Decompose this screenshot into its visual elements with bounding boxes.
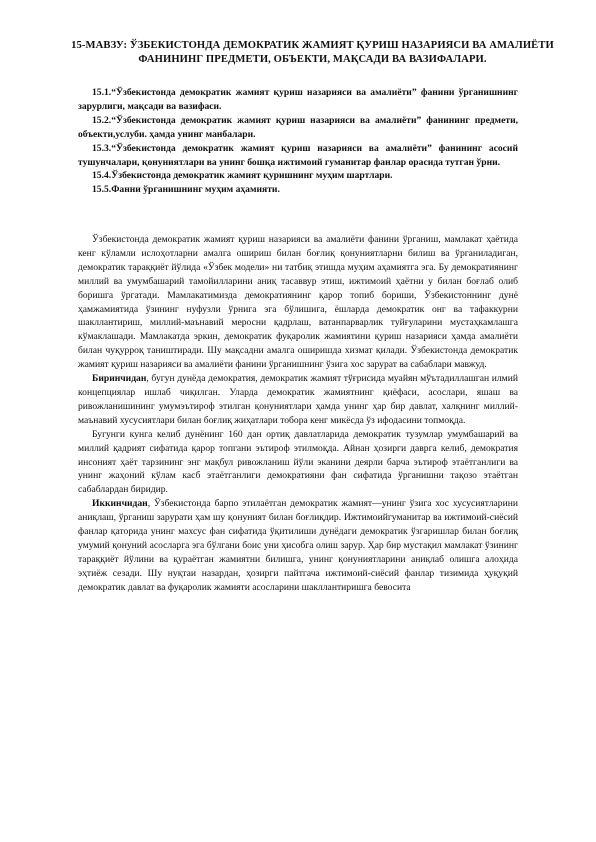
paragraph-lead: Иккинчидан (92, 498, 148, 510)
outline-item: 15.5.Фанни ўрганишнинг муҳим аҳамияти. (92, 184, 280, 196)
paragraph (78, 233, 518, 372)
body-text (78, 233, 518, 595)
paragraph-text: , бугун дунёда демократия, демократик жамият тўғрисида муайян мўътадиллашган илмий концепциялар ишлаб чиқилган. Уларда демократик жамиятнинг қиёфаси, асослари, яшаш ва ривожланишининг умумэътироф этилган қонуниятлари ҳамда унинг ҳар бир давлат, халқнинг миллий-маънавий хусусиятлари билан боғлиқ жиҳатлари тобора кенг микёсда ўз ифодасини топмоқда. (78, 373, 518, 426)
document-title: 15-МАВЗУ: ЎЗБЕКИСТОНДА ДЕМОКРАТИК ЖАМИЯТ ҚУРИШ НАЗАРИЯСИ ВА АМАЛИЁТИ ФАНИНИНГ ПРЕДМЕТИ, ОБЪЕКТИ, МАҚСАДИ ВА ВАЗИФАЛАРИ. (71, 40, 554, 65)
paragraph (78, 497, 518, 594)
paragraph (78, 372, 518, 428)
outline-item: 15.2.“Ўзбекистонда демократик жамият қуриш назарияси ва амалиёти” фанининг предмети, объекти,услуби. ҳамда унинг манбалари. (78, 114, 518, 140)
paragraph-text: , Ўзбекистонда барпо этилаётган демократик жамият—унинг ўзига хос хусусиятларини аниқлаш, ўрганиш зарурати ҳам шу қонуният билан боғлиқдир. Ижтимоийгуманитар ва ижтимоий-сиёсий фанлар қаторида унинг махсус фан сифатида ўқитилиши дунёдаги демократик ўзгаришлар билан боғлиқ умумий қонуний асосларга эга бўлгани боис уни ҳисобга олиш зарур. Ҳар бир мустақил мамлакат ўзининг тараққиёт йўлини ва қураётган жамиятни билишга, унинг қонуниятларини аниқлаб олишга алоҳида эҳтиёж сезади. Шу нуқтаи назардан, ҳозирги пайтгача ижтимоий-сиёсий фанлар тизимида ҳуқуқий демократик давлат ва фуқаролик жамияти асосларини шакллантиришга бевосита (78, 498, 518, 593)
paragraph-text: Бугунги кунга келиб дунёнинг 160 дан ортиқ давлатларида демократик тузумлар умумбашарий ва миллий қадрият сифатида қарор топгани эътироф этилмоқда. Айнан ҳозирги даврга келиб, демократия инсоният ҳаёт тарзининг энг мақбул ривожланиш йўли эканини деярли барча эътироф этаётганлиги ва унинг жаҳоний кўлам касб этаётганлиги демократияни фан сифатида ўрганишни тақозо этаётган сабаблардан биридир. (78, 428, 518, 496)
paragraph-text: Ўзбекистонда демократик жамият қуриш назарияси ва амалиёти фанини ўрганиш, мамлакат ҳаётида кенг кўламли ислоҳотларни амалга ошириш билан боғлиқ қонуниятларни билиш ва ўрганиладиган, демократик тараққиёт йўлида «Ўзбек модели» ни татбиқ этишда муҳим аҳамиятга эга. Бу демократиянинг миллий ва умумбашарий тамойилларини аниқ тасаввур этиш, ижтимоий ҳаётни у билан боғлаб олиб боришга ўргатади. Мамлакатимизда демократиянинг қарор топиб бориши, Ўзбекистоннинг дунё ҳамжамиятида ўзининг нуфузли ўрнига эга бўлишига, ёшларда демократик онг ва тафаккурни шакллантириш, миллий-маънавий меросни қадрлаш, ватанпарварлик туйғуларини мустаҳкамлашга кўмаклашади. Мамлакатда эркин, демократик фуқаролик жамиятини қуриш назарияси ҳамда амалиёти билан чуқурроқ таништиради. Шу мақсадни амалга оширишда хизмат қилади. Ўзбекистонда демократик жамият қуриш назарияси ва амалиёти фанини ўрганишнинг ўзига хос зарурат ва сабаблари мавжуд. (78, 234, 518, 371)
outline-item: 15.4.Ўзбекистонда демократик жамият қуришнинг муҳим шартлари. (92, 170, 393, 182)
outline-item: 15.3.“Ўзбекистонда демократик жамият қуриш назарияси ва амалиёти” фанининг асосий тушунчалари, қонуниятлари ва унинг бошқа ижтимоий гуманитар фанлар орасида тутган ўрни. (78, 142, 518, 168)
outline-item: 15.1.“Ўзбекистонда демократик жамият қуриш назарияси ва амалиёти” фанини ўрганишнинг зарурлиги, мақсади ва вазифаси. (78, 87, 518, 112)
topic-outline (78, 86, 518, 197)
paragraph-lead: Биринчидан (92, 373, 147, 385)
paragraph (78, 428, 518, 498)
